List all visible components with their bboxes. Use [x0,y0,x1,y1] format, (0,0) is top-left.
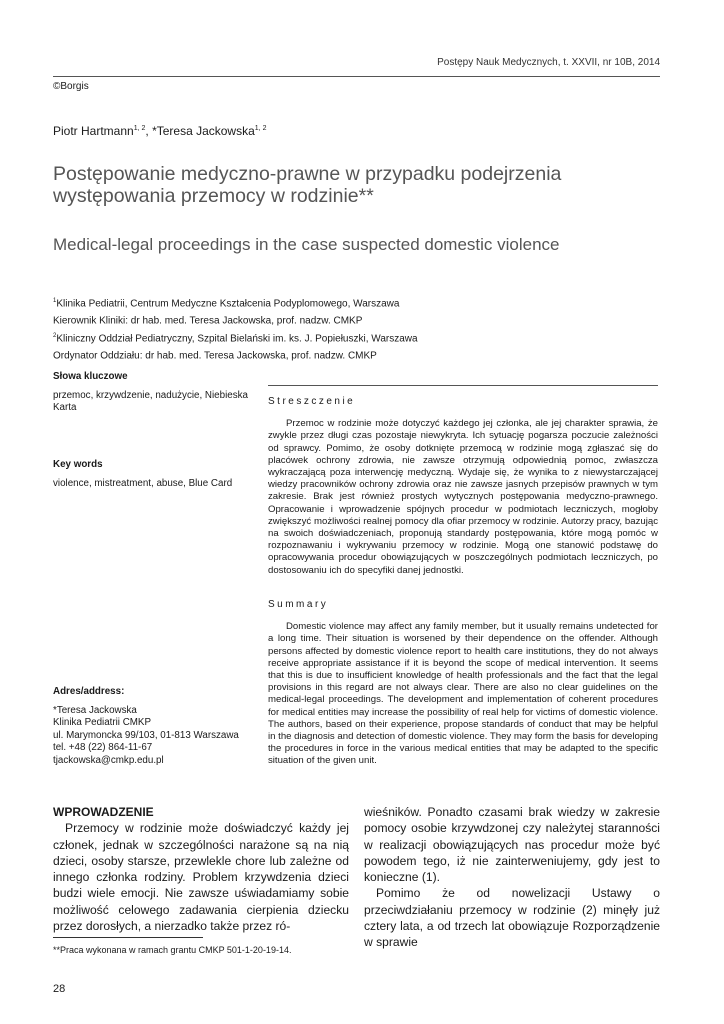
keywords-english-heading: Key words [53,459,103,470]
journal-header: Postępy Nauk Medycznych, t. XXVII, nr 10B, 2014 [437,57,660,68]
publisher-label: ©Borgis [53,81,89,92]
address-line: tel. +48 (22) 864-11-67 [53,742,153,753]
page-number: 28 [53,983,66,995]
keywords-polish [53,371,258,415]
affiliation-sup: 2 [53,332,57,339]
author-line [53,124,266,138]
keywords-english [53,459,258,490]
abstract-english-label: Summary [268,599,329,610]
affiliation-line [53,311,663,328]
author-affiliation-sup: 1, 2 [254,125,267,132]
address-line: *Teresa Jackowska [53,704,137,716]
title-polish: Postępowanie medyczno-prawne w przypadku podejrzenia występowania przemocy w rodzinie** [53,163,562,207]
section-heading: WPROWADZENIE [53,805,154,819]
affiliation-text: Kliniczny Oddział Pediatryczny, Szpital Bielański im. ks. J. Popiełuszki, Warszawa [56,332,418,344]
author-name: Piotr Hartmann [53,124,134,138]
body-paragraph: wieśników. Ponadto czasami brak wiedzy w zakresie pomocy osobie krzywdzonej czy należytej staranności w realizacji obowiązujących nas procedur może być powodem tego, iż nie zainterweniujemy, gdy jest to konieczne (1). [364,805,660,885]
email-address: tjackowska@cmkp.edu.pl [53,754,164,766]
address-line: Klinika Pediatrii CMKP [53,717,152,728]
abstract-polish [268,396,658,577]
abstract-english [268,599,658,768]
abstract-rule [268,385,658,386]
address-line: ul. Marymoncka 99/103, 01-813 Warszawa [53,729,239,741]
abstract-english-text: Domestic violence may affect any family member, but it usually remains undetected for a long time. Their situation is worsened by their dependence on the offender. Although persons affected by domestic violence report to health care institutions, they do not always receive appropriate assistance if it is beyond the scope of medical intervention. It seems that this is due to insufficient knowledge of health professionals and the fact that the legal provisions in this regard are not always clear. There are also no clear guidelines on the medical-legal proceedings. The development and implementation of coherent procedures for medical entities may increase the possibility of real help for victims of domestic violence. The authors, based on their experience, propose standards of conduct that may be helpful in the diagnosis and detection of domestic violence. They may form the basis for developing the procedures in force in the various medical entities that may be adapted to the specific situation of the given unit. [268,621,658,767]
keywords-polish-heading: Słowa kluczowe [53,371,128,382]
abstract-polish-text: Przemoc w rodzinie może dotyczyć każdego jej członka, ale jej charakter sprawia, że zwykle przez długi czas pozostaje niewykryta. Ich sytuację pogarsza poczucie zależności od sprawcy. Pomimo, że osoby dotknięte przemocą w rodzinie mogą zgłaszać się do placówek ochrony zdrowia, nie zawsze otrzymują odpowiednią pomoc, zwłaszcza wykraczającą poza interwencję medyczną. Wydaje się, że wynika to z niewystarczającej wiedzy pracowników ochrony zdrowia oraz nie zawsze jasnych przepisów prawnych w tym zakresie. Brak jest również prostych wytycznych postępowania medyczno-prawnego. Opracowanie i wprowadzenie spójnych procedur w podmiotach leczniczych, mogłoby zwiększyć możliwości realnej pomocy dla ofiar przemocy w rodzinie. Autorzy pracy, bazując na swoich doświadczeniach, proponują standardy postępowania, które mogą pomóc w rozpoznawaniu i wykrywaniu przemocy w rodzinie. Mogą one stanowić podstawę do opracowywania procedur obowiązujących w poszczególnych podmiotach leczniczych, po dostosowaniu ich do specyfiki danej jednostki. [268,418,658,576]
footnote: **Praca wykonana w ramach grantu CMKP 501-1-20-19-14. [53,945,292,955]
affiliation-text: Kierownik Kliniki: dr hab. med. Teresa Jackowska, prof. nadzw. CMKP [53,315,363,327]
affiliation-line [53,329,663,346]
header-rule [53,76,660,77]
affiliation-text: Ordynator Oddziału: dr hab. med. Teresa Jackowska, prof. nadzw. CMKP [53,350,377,362]
author-separator: , [145,124,153,138]
affiliation-text: Klinika Pediatrii, Centrum Medyczne Kształcenia Podyplomowego, Warszawa [56,298,400,310]
correspondence-address [53,686,258,767]
keywords-polish-text: przemoc, krzywdzenie, nadużycie, Niebieska Karta [53,389,248,413]
body-column-right [364,804,660,951]
author-affiliation-sup: 1, 2 [133,125,146,132]
abstract-polish-label: Streszczenie [268,396,356,407]
affiliations [53,294,663,363]
affiliation-sup: 1 [53,298,57,304]
footnote-rule [53,937,203,938]
affiliation-line [53,294,663,311]
keywords-english-text: violence, mistreatment, abuse, Blue Card [53,477,233,489]
affiliation-line [53,346,663,363]
body-paragraph: Pomimo że od nowelizacji Ustawy o przeciwdziałaniu przemocy w rodzinie (2) minęły już cztery lata, a od trzech lat obowiązuje Rozporządzenie w sprawie [364,886,660,950]
body-paragraph: Przemocy w rodzinie może doświadczyć każdy jej członek, jednak w szczególności narażone są na nią dzieci, osoby starsze, przewlekle chore lub zależne od innego członka rodziny. Problem krzywdzenia dzieci budzi wiele emocji. Nie zawsze uświadamiamy sobie możliwość celowego zadawania cierpienia dziecku przez dorosłych, a nierzadko także przez ró- [53,821,349,934]
address-heading: Adres/address: [53,686,125,697]
title-english: Medical-legal proceedings in the case suspected domestic violence [53,235,560,254]
body-column-left [53,804,349,934]
author-name: *Teresa Jackowska [152,124,255,138]
